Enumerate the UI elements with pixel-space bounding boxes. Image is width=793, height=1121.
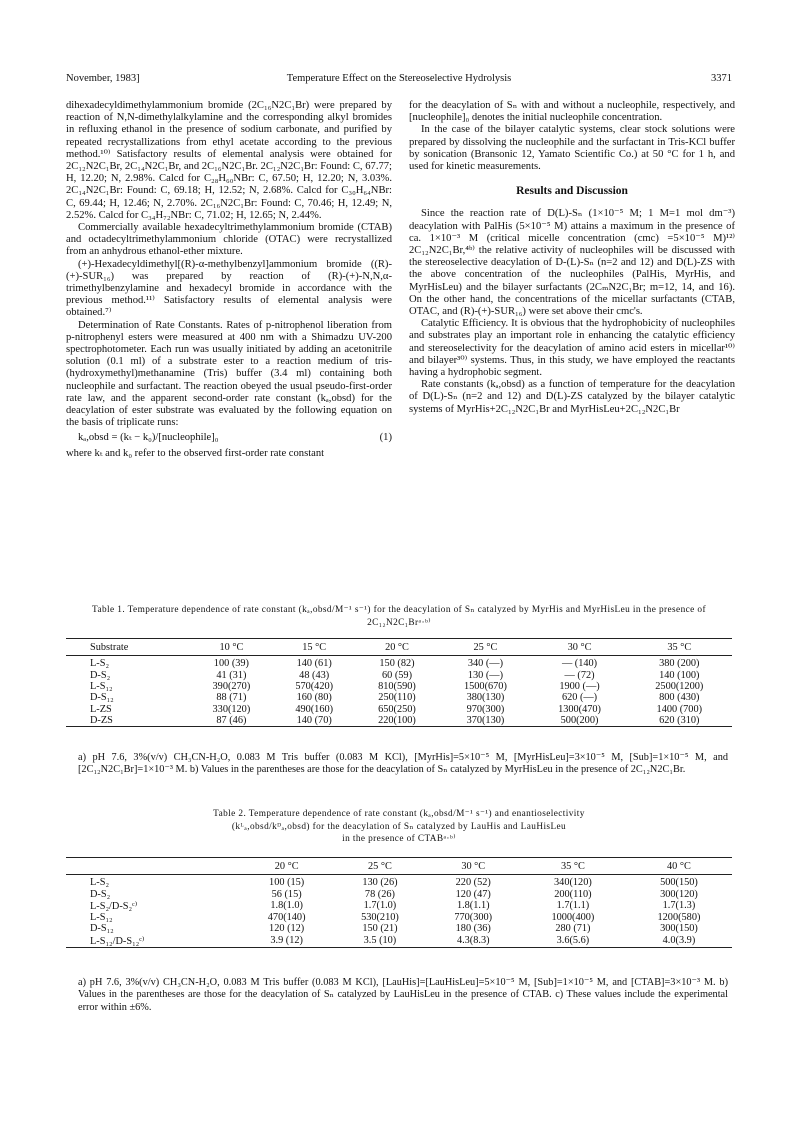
column-header: Substrate	[66, 639, 190, 656]
table-cell: 800 (430)	[659, 692, 700, 704]
table-cell: 650(250)	[378, 703, 416, 715]
column-header: 35 °C	[520, 858, 626, 875]
table-cell: 1400 (700)	[656, 703, 703, 715]
column-header: 10 °C	[190, 639, 273, 656]
table1	[66, 638, 732, 727]
table-cell: 56 (15)	[271, 888, 302, 900]
table-cell: 150 (21)	[362, 923, 398, 935]
table-cell: D-S₂	[90, 888, 111, 900]
paragraph: dihexadecyldimethylammonium bromide (2C₁₆N2C₁Br) were prepared by reaction of N,N-dimethylalkylamine and the corresponding alkyl bromides in refluxing ethanol in the presence of sodium carbonate, and purified by repeated recrystallizations from ethyl acetate according to the previous method.¹⁰⁾ Satisfactory results of elemental analysis were obtained for 2C₁₂N2C₁Br, 2C₁₄N2C₁Br, and 2C₁₆N2C₁Br. 2C₁₂N2C₁Br: Found: C, 67.77; H, 12.20; N, 2.98%. Calcd for C₂₈H₆₀NBr: C, 67.50; H, 12.20; N, 3.03%. 2C₁₄N2C₁Br: Found: C, 69.18; H, 12.52; N, 2.68%. Calcd for C₃₀H₆₄NBr: C, 69.44; H, 12.46; N, 2.70%. 2C₁₆N2C₁Br: Found: C, 70.46; H, 12.49; N, 2.52%. Calcd for C₃₄H₇₂NBr: C, 71.02; H, 12.65; N, 2.44%.	[66, 100, 393, 221]
table-cell: 3.9 (12)	[240, 935, 333, 948]
table-cell: 380(130)	[466, 692, 505, 704]
table-cell: 60 (59)	[381, 669, 412, 681]
column-header: 20 °C	[240, 858, 333, 875]
paragraph: Catalytic Efficiency. It is obvious that the hydrophobicity of nucleophiles and substrates play an important role in enhancing the catalytic efficiency and stereoselectivity for the deacylation of amino acid esters in micellar¹⁰⁾ and bilayer³⁰⁾ systems. Thus, in this study, we have employed the reactants having a hydrophobic segment.	[409, 318, 735, 379]
table-cell: 1.8(1.0)	[270, 900, 303, 912]
caption-line: (kᴸₐ,obsd/kᴰₐ,obsd) for the deacylation of Sₙ catalyzed by LauHis and LauHisLeu	[231, 821, 567, 832]
table-cell: L-S₁₂	[90, 680, 113, 692]
table-cell: 220(100)	[356, 715, 439, 727]
equation-number: (1)	[379, 432, 392, 444]
table-cell: 380 (200)	[659, 658, 700, 670]
table-cell: 140 (61)	[296, 658, 332, 670]
table-cell: 78 (26)	[364, 888, 395, 900]
table-cell: 2500(1200)	[655, 680, 704, 692]
table-cell: 200(110)	[554, 888, 592, 900]
table-cell: 530(210)	[361, 911, 399, 923]
table-cell: 280 (71)	[555, 923, 591, 935]
table-cell: 1.7(1.1)	[556, 900, 590, 912]
table-cell: 500(150)	[660, 877, 698, 889]
table-cell: — (72)	[564, 669, 595, 681]
table-cell: 140 (70)	[273, 715, 356, 727]
paragraph: Rate constants (kₐ,obsd) as a function of temperature for the deacylation of D(L)-Sₙ (n=2 and 12) and D(L)-ZS catalyzed by the bilayer catalytic systems of MyrHis+2C₁₂N2C₁Br and MyrHisLeu+2C₁₂N2C₁Br	[409, 379, 735, 415]
table-cell: 1900 (—)	[559, 680, 600, 692]
paragraph: Determination of Rate Constants. Rates of p-nitrophenol liberation from p-nitrophenyl esters were measured at 400 nm with a Shimadzu UV-200 spectrophotometer. Each run was usually initiated by adding an acetonitrile solution (0.1 ml) of a substrate ester to a reaction medium of tris-(hydroxymethyl)methanamine (Tris) buffer (3.4 ml) containing both nucleophile and surfactant. The reaction obeyed the usual pseudo-first-order rate law, and the apparent second-order rate constant (kₐ,obsd) for the deacylation of ester substrate was evaluated by the following equation on the basis of triplicate runs:	[66, 319, 392, 429]
table-row	[66, 888, 732, 899]
table1-footnote: a) pH 7.6, 3%(v/v) CH₃CN-H₂O, 0.083 M Tris buffer (0.083 M KCl), [MyrHis]=5×10⁻⁵ M, [MyrHisLeu]=3×10⁻⁵ M, [Sub]=1×10⁻⁵ M, and [2C₁₂N2C₁Br]=1×10⁻³ M. b) Values in the parentheses are those for the deacylation of Sₙ catalyzed by MyrHisLeu in the presence of 2C₁₂N2C₁Br.	[78, 752, 728, 776]
table-cell: 490(160)	[295, 703, 334, 715]
table-cell: 1000(400)	[551, 911, 595, 923]
table2-footnote: a) pH 7.6, 3%(v/v) CH₃CN-H₂O, 0.083 M Tris buffer (0.083 M KCl), [LauHis]=[LauHisLeu]=5×10⁻⁵ M, [Sub]=1×10⁻⁵ M, and [CTAB]=3×10⁻³ M. b) Values in the parentheses are those for the deacylation of Sₙ catalyzed by LauHisLeu in the presence of CTAB. c) These values include the experimental error within ±6%.	[78, 977, 728, 1013]
table-cell: 120 (12)	[269, 923, 305, 935]
table-header-row	[66, 639, 732, 656]
table-row	[66, 656, 732, 670]
column-header: 20 °C	[356, 639, 439, 656]
running-header	[66, 73, 732, 87]
table-cell: 770(300)	[454, 911, 493, 923]
table-cell: L-S₂/D-S₂ᶜ⁾	[90, 900, 138, 912]
column-header: 15 °C	[273, 639, 356, 656]
table-cell: 220 (52)	[455, 877, 491, 889]
table-row	[66, 935, 732, 948]
table-cell: 500(200)	[532, 715, 626, 727]
table-cell: D-ZS	[66, 715, 190, 727]
table-cell: 150 (82)	[379, 658, 415, 670]
header-date: November, 1983]	[66, 73, 140, 84]
column-header: 35 °C	[627, 639, 732, 656]
paragraph: Commercially available hexadecyltrimethylammonium bromide (CTAB) and octadecyltrimethylammonium chloride (OTAC) were recrystallized from an anhydrous ethanol-ether mixture.	[66, 222, 392, 258]
column-header	[66, 858, 240, 875]
table-cell: D-S₁₂	[90, 923, 114, 935]
table-cell: 1200(580)	[657, 911, 701, 923]
table-cell: 100 (15)	[269, 877, 305, 889]
table-cell: 620 (—)	[561, 692, 598, 704]
paragraph: where kₜ and k₀ refer to the observed first-order rate constant	[66, 447, 325, 459]
table-row	[66, 875, 732, 889]
table-row	[66, 715, 732, 727]
table2	[66, 857, 732, 948]
table-cell: 3.6(5.6)	[520, 935, 626, 948]
table-cell: 160 (80)	[296, 692, 332, 704]
table-cell: 250(110)	[378, 692, 416, 704]
table-cell: L-ZS	[90, 703, 112, 715]
table-cell: 41 (31)	[216, 669, 247, 681]
table-cell: 300(120)	[660, 888, 698, 900]
table-cell: L-S₂	[90, 658, 110, 670]
table-cell: 340(120)	[554, 877, 592, 889]
table-cell: L-S₁₂/D-S₁₂ᶜ⁾	[66, 935, 240, 948]
table-row	[66, 704, 732, 715]
table-cell: 1500(670)	[463, 680, 507, 692]
column-header: 25 °C	[333, 858, 426, 875]
table-cell: 970(300)	[466, 703, 505, 715]
section-heading: Results and Discussion	[516, 185, 628, 198]
table-cell: 1.7(1.0)	[363, 900, 397, 912]
table-cell: D-S₂	[90, 669, 111, 681]
table-cell: 87 (46)	[190, 715, 273, 727]
table-header-row	[66, 858, 732, 875]
table-cell: 300(150)	[660, 923, 698, 935]
table-cell: 130 (26)	[362, 877, 398, 889]
caption-line: Table 2. Temperature dependence of rate constant (kₐ,obsd/M⁻¹ s⁻¹) and enantioselectivity	[213, 809, 585, 819]
table-cell: 620 (310)	[627, 715, 732, 727]
table-cell: 470(140)	[267, 911, 306, 923]
table2-caption	[66, 808, 732, 846]
table-cell: 3.5 (10)	[333, 935, 426, 948]
table-row	[66, 912, 732, 923]
paragraph: (+)-Hexadecyldimethyl[(R)-α-methylbenzyl]ammonium bromide ((R)-(+)-SUR₁₆) was prepared by reaction of (R)-(+)-N,N,α-trimethylbenzylamine and hexadecyl bromide in accordance with the previous method.¹¹⁾ Satisfactory results of elemental analysis were obtained.⁷⁾	[66, 258, 392, 319]
table-cell: 120 (47)	[455, 888, 491, 900]
column-header: 30 °C	[427, 858, 520, 875]
table-cell: — (140)	[561, 658, 598, 670]
table-cell: 1.7(1.3)	[662, 900, 696, 912]
table-cell: 340 (—)	[467, 658, 504, 670]
table-cell: 140 (100)	[659, 669, 700, 681]
table-row	[66, 900, 732, 912]
table-cell: 4.0(3.9)	[626, 935, 732, 948]
table-cell: 370(130)	[438, 715, 532, 727]
table-cell: 330(120)	[212, 703, 251, 715]
table-row	[66, 692, 732, 703]
table-cell: 130 (—)	[467, 669, 504, 681]
table-cell: 390(270)	[212, 680, 251, 692]
table-cell: 1300(470)	[558, 703, 601, 715]
equation-text: kₐ,obsd = (kₜ − k₀)/[nucleophile]₀	[78, 432, 219, 444]
table-cell: 810(590)	[378, 680, 416, 692]
table-cell: 48 (43)	[299, 669, 330, 681]
paragraph: Since the reaction rate of D(L)-Sₙ (1×10⁻⁵ M; 1 M=1 mol dm⁻³) deacylation with PalHis (5×10⁻⁵ M) attains a maximum in the presence of ca. 1×10⁻³ M (critical micelle concentration (cmc) =5×10⁻⁵ M)¹²⁾ 2C₁₂N2C₁Br,⁴ᵇ⁾ the relative activity of nucleophiles will be discussed with the stereoselective deacylation of D-(L)-Sₙ (n=2 and 12) and D(L)-ZS with the above concentration of the nucleophiles (PalHis, MyrHis, and MyrHisLeu) and the bilayer surfactants (2CₘN2C₁Br; m=12, 14, and 16). On the other hand, the concentrations of the micellar surfactants (CTAB, OTAC, and (R)-(+)-SUR₁₆) were set above their cmc's.	[409, 208, 735, 318]
table-row	[66, 681, 732, 692]
column-header: 30 °C	[532, 639, 626, 656]
paragraph: In the case of the bilayer catalytic systems, clear stock solutions were prepared by dissolving the nucleophile and the surfactant in Tris-KCl buffer by sonication (Bransonic 12, Yamato Scientific Co.) at 50 °C for 1 h, and used for kinetic measurements.	[409, 124, 735, 173]
column-header: 40 °C	[626, 858, 732, 875]
table-cell: 100 (39)	[213, 658, 249, 670]
table-cell: 570(420)	[295, 680, 334, 692]
table-cell: L-S₁₂	[90, 911, 113, 923]
table-cell: L-S₂	[90, 877, 110, 889]
table-cell: 180 (36)	[455, 923, 491, 935]
header-title: Temperature Effect on the Stereoselective Hydrolysis	[286, 73, 512, 84]
table-row	[66, 669, 732, 680]
equation-1	[66, 429, 392, 447]
table1-caption: Table 1. Temperature dependence of rate constant (kₐ,obsd/M⁻¹ s⁻¹) for the deacylation of Sₙ catalyzed by MyrHis and MyrHisLeu in the presence of 2C₁₂N2C₁Brᵃ·ᵇ⁾	[92, 605, 706, 628]
table-cell: 88 (71)	[216, 692, 247, 704]
left-column	[66, 100, 392, 460]
page-number: 3371	[711, 73, 732, 84]
paragraph: for the deacylation of Sₙ with and without a nucleophile, respectively, and [nucleophile]₀ denotes the initial nucleophile concentration.	[409, 100, 735, 124]
right-column	[409, 100, 735, 416]
column-header: 25 °C	[438, 639, 532, 656]
table-cell: D-S₁₂	[90, 692, 114, 704]
table-row	[66, 923, 732, 934]
caption-line: in the presence of CTABᵃ·ᵇ⁾	[342, 834, 456, 844]
table-cell: 4.3(8.3)	[427, 935, 520, 948]
table-cell: 1.8(1.1)	[456, 900, 490, 912]
